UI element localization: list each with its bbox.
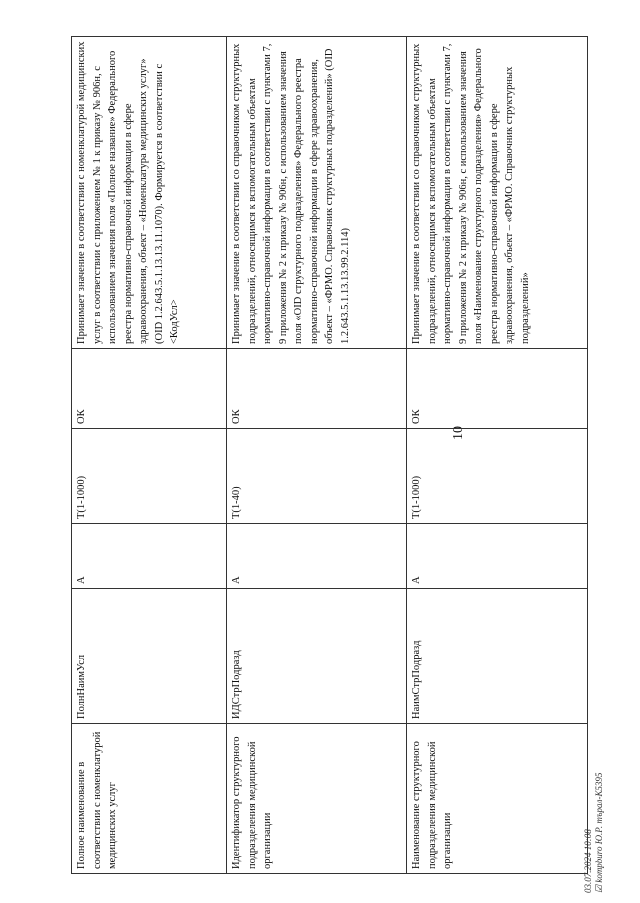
field-code-cell: ИДСтрПодразд: [227, 589, 407, 724]
field-description-cell: Принимает значение в соответствии со справочником структурных подразделений, относящимся к вспомогательным объектам нормативно-справочной информации в соответствии с пунктами 7, 9 приложения № 2 к приказу № 906н, с использованием значения поля «Наименование структурного подразделения» Федерального реестра нормативно-справочной информации в сфере здравоохранения, объект – «ФРМО. Справочник структурных подразделений»: [407, 37, 588, 349]
field-type-cell: А: [227, 524, 407, 589]
page-number: 10: [451, 426, 466, 440]
field-name-cell: Наименование структурного подразделения медицинской организации: [407, 724, 588, 874]
field-mandatory-cell: ОК: [407, 349, 588, 429]
field-format-cell: Т(1-1000): [407, 429, 588, 524]
field-code-cell: НаимСтрПодразд: [407, 589, 588, 724]
table-row: [227, 37, 407, 874]
field-description-cell: Принимает значение в соответствии со справочником структурных подразделений, относящимся к вспомогательным объектам нормативно-справочной информации в соответствии с пунктами 7, 9 приложения № 2 к приказу № 906н, с использованием значения поля «OID структурного подразделения» Федерального реестра нормативно-справочной информации в сфере здравоохранения, объект – «ФРМО. Справочник структурных подразделений» (OID 1.2.643.5.1.13.13.99.2.114): [227, 37, 407, 349]
field-type-cell: А: [407, 524, 588, 589]
signature-stamp: [583, 753, 605, 893]
stamp-date: 03.07.2024 10:08: [583, 829, 593, 893]
field-spec-table: [71, 36, 588, 874]
field-name-cell: Идентификатор структурного подразделения медицинской организации: [227, 724, 407, 874]
field-description-cell: Принимает значение в соответствии с номенклатурой медицинских услуг в соответствии с приложением № 1 к приказу № 906н, с использованием значения поля «Полное название» Федерального реестра нормативно-справочной информации в сфере здравоохранения, объект – «Номенклатура медицинских услуг» (OID 1.2.643.5.1.13.13.11.1070). Формируется в соответствии с <КодУсл>: [72, 37, 227, 349]
field-format-cell: Т(1-1000): [72, 429, 227, 524]
field-format-cell: Т(1-40): [227, 429, 407, 524]
table-row: [407, 37, 588, 874]
rotated-table-container: [71, 37, 587, 874]
field-mandatory-cell: ОК: [72, 349, 227, 429]
table-row: [72, 37, 227, 874]
field-type-cell: А: [72, 524, 227, 589]
field-name-cell: Полное наименование в соответствии с номенклатурой медицинских услуг: [72, 724, 227, 874]
stamp-user: ☑ kompburo Ю.Р. търал-К5395: [594, 772, 604, 893]
field-mandatory-cell: ОК: [227, 349, 407, 429]
field-code-cell: ПолнНаимУсл: [72, 589, 227, 724]
